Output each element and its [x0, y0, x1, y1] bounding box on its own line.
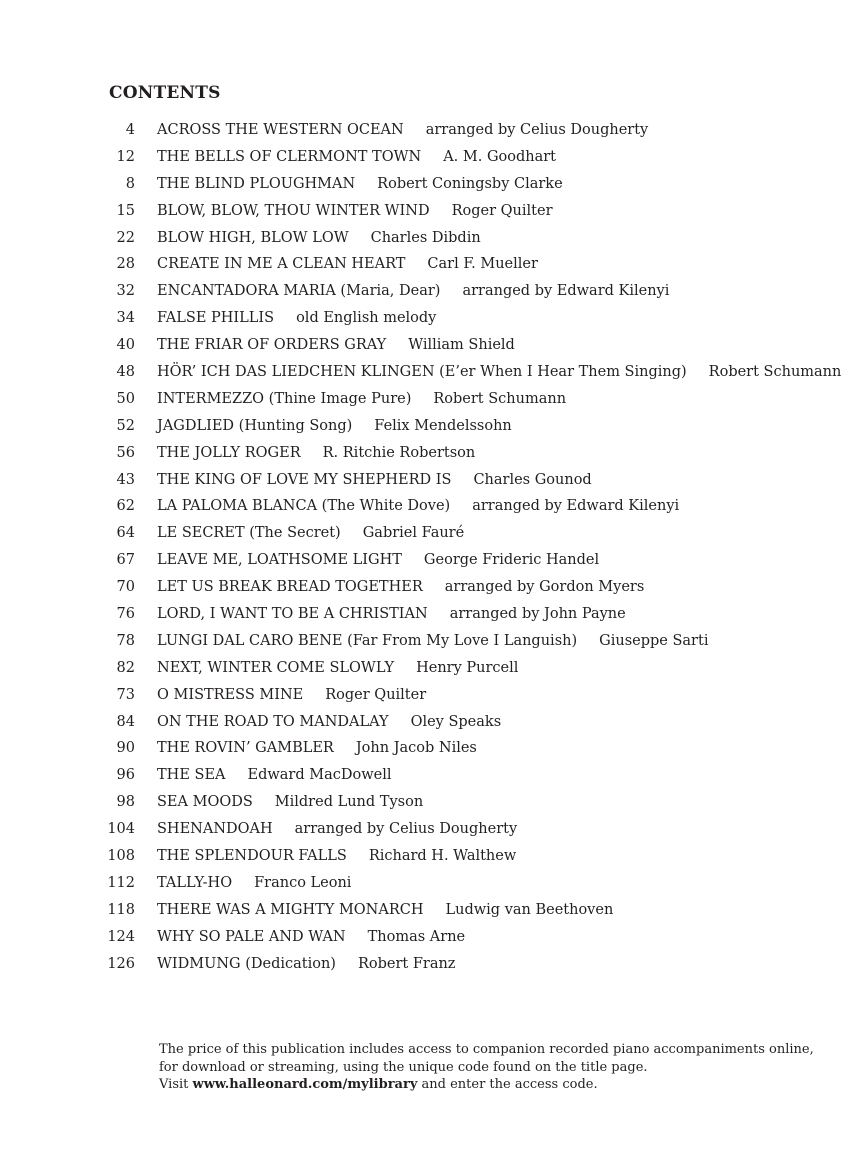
page-number: 43: [116, 471, 135, 488]
song-title: SEA MOODS: [157, 794, 253, 811]
toc-entry: [100, 709, 841, 736]
page-number: 124: [107, 928, 135, 945]
composer-name: Giuseppe Sarti: [599, 632, 709, 649]
toc-entry: [100, 225, 841, 252]
composer-name: Robert Franz: [357, 955, 456, 972]
contents-heading: CONTENTS: [109, 83, 221, 103]
song-title: ENCANTADORA MARIA (Maria, Dear): [157, 283, 441, 300]
page-number: 28: [116, 256, 135, 273]
page-number: 76: [116, 606, 135, 623]
song-title: JAGDLIED (Hunting Song): [157, 417, 353, 434]
toc-entry: [100, 601, 841, 628]
composer-name: Charles Dibdin: [370, 229, 481, 246]
song-title: THE KING OF LOVE MY SHEPHERD IS: [157, 471, 452, 488]
page-number: 8: [125, 175, 135, 192]
song-title: THE SEA: [157, 767, 226, 784]
song-title: THE SPLENDOUR FALLS: [157, 848, 347, 865]
toc-entry: [100, 682, 841, 709]
toc-entry: [100, 843, 841, 870]
page-number: 56: [116, 444, 135, 461]
composer-name: William Shield: [408, 337, 515, 354]
composer-name: old English melody: [296, 310, 437, 327]
toc-entry: [100, 655, 841, 682]
toc-entry: [100, 332, 841, 359]
page-number: 104: [107, 821, 135, 838]
page-number: 82: [116, 659, 135, 676]
toc-entry: [100, 574, 841, 601]
composer-name: Robert Schumann: [708, 364, 842, 381]
toc-entry: [100, 924, 841, 951]
song-title: LET US BREAK BREAD TOGETHER: [157, 579, 423, 596]
composer-name: Richard H. Walthew: [368, 848, 517, 865]
page-number: 70: [116, 579, 135, 596]
toc-entry: [100, 628, 841, 655]
toc-entry: [100, 144, 841, 171]
page-number: 96: [116, 767, 135, 784]
song-title: TALLY-HO: [157, 874, 233, 891]
toc-entry: [100, 278, 841, 305]
page-number: 34: [116, 310, 135, 327]
toc-entry: [100, 897, 841, 924]
composer-name: John Jacob Niles: [355, 740, 477, 757]
toc-entry: [100, 493, 841, 520]
song-title: FALSE PHILLIS: [157, 310, 275, 327]
composer-name: Carl F. Mueller: [427, 256, 538, 273]
page-number: 108: [107, 848, 135, 865]
song-title: BLOW HIGH, BLOW LOW: [157, 229, 349, 246]
page-number: 22: [116, 229, 135, 246]
page-number: 12: [116, 148, 135, 165]
toc-entry: [100, 440, 841, 467]
song-title: ACROSS THE WESTERN OCEAN: [157, 122, 404, 138]
toc-entry: [100, 171, 841, 198]
composer-name: George Frideric Handel: [423, 552, 600, 569]
toc-entry: [100, 413, 841, 440]
toc-entry: [100, 735, 841, 762]
song-title: LEAVE ME, LOATHSOME LIGHT: [157, 552, 402, 569]
composer-name: arranged by Celius Dougherty: [294, 821, 518, 838]
song-title: THE FRIAR OF ORDERS GRAY: [157, 337, 387, 354]
composer-name: Roger Quilter: [451, 202, 553, 219]
page-number: 50: [116, 390, 135, 407]
song-title: WIDMUNG (Dedication): [157, 955, 336, 972]
composer-name: Robert Coningsby Clarke: [377, 175, 563, 192]
footer-visit-text: Visit: [159, 1077, 193, 1092]
song-title: LE SECRET (The Secret): [157, 525, 341, 542]
toc-entry: [100, 198, 841, 225]
composer-name: Gabriel Fauré: [362, 525, 465, 542]
song-title: SHENANDOAH: [157, 821, 273, 838]
composer-name: arranged by John Payne: [449, 606, 626, 623]
composer-name: Henry Purcell: [416, 659, 519, 676]
toc-entry: [100, 386, 841, 413]
contents-list: [100, 117, 841, 978]
composer-name: Mildred Lund Tyson: [274, 794, 424, 811]
song-title: THE JOLLY ROGER: [157, 444, 301, 461]
toc-entry: [100, 117, 841, 144]
toc-entry: [100, 305, 841, 332]
toc-entry: [100, 467, 841, 494]
composer-name: A. M. Goodhart: [443, 148, 557, 165]
footer-access-text: and enter the access code.: [417, 1077, 598, 1092]
footer-line-2: for download or streaming, using the unique code found on the title page.: [159, 1059, 648, 1075]
page-number: 112: [107, 874, 135, 891]
toc-entry: [100, 951, 841, 978]
composer-name: arranged by Gordon Myers: [444, 579, 645, 596]
toc-entry: [100, 762, 841, 789]
footer-line-1: The price of this publication includes access to companion recorded piano accompaniments online,: [159, 1042, 814, 1057]
composer-name: arranged by Edward Kilenyi: [462, 283, 670, 300]
composer-name: Ludwig van Beethoven: [445, 901, 614, 918]
toc-entry: [100, 359, 841, 386]
page-number: 48: [116, 364, 135, 381]
song-title: HÖR’ ICH DAS LIEDCHEN KLINGEN (E’er When I Hear Them Singing): [157, 364, 687, 381]
page-number: 40: [116, 337, 135, 354]
page-number: 52: [116, 417, 135, 434]
composer-name: Roger Quilter: [325, 686, 427, 703]
composer-name: Edward MacDowell: [247, 767, 392, 784]
page-number: 98: [116, 794, 135, 811]
song-title: O MISTRESS MINE: [157, 686, 304, 703]
song-title: ON THE ROAD TO MANDALAY: [157, 713, 389, 730]
page-number: 90: [116, 740, 135, 757]
song-title: NEXT, WINTER COME SLOWLY: [157, 659, 395, 676]
page-number: 32: [116, 283, 135, 300]
composer-name: Charles Gounod: [473, 471, 592, 488]
footer-note: [159, 1041, 814, 1094]
composer-name: R. Ritchie Robertson: [322, 444, 476, 461]
toc-entry: [100, 547, 841, 574]
song-title: THERE WAS A MIGHTY MONARCH: [157, 901, 424, 918]
page-number: 67: [116, 552, 135, 569]
page-number: 64: [116, 525, 135, 542]
composer-name: Robert Schumann: [433, 390, 567, 407]
page-number: 126: [107, 955, 135, 972]
song-title: LUNGI DAL CARO BENE (Far From My Love I Languish): [157, 632, 578, 649]
song-title: BLOW, BLOW, THOU WINTER WIND: [157, 202, 430, 219]
song-title: WHY SO PALE AND WAN: [157, 928, 346, 945]
page-number: 118: [107, 901, 135, 918]
toc-entry: [100, 816, 841, 843]
song-title: THE ROVIN’ GAMBLER: [157, 740, 334, 757]
composer-name: Oley Speaks: [410, 713, 502, 730]
song-title: INTERMEZZO (Thine Image Pure): [157, 390, 412, 407]
composer-name: arranged by Edward Kilenyi: [472, 498, 680, 515]
page-number: 84: [116, 713, 135, 730]
toc-entry: [100, 870, 841, 897]
toc-entry: [100, 789, 841, 816]
library-url-link[interactable]: www.halleonard.com/mylibrary: [192, 1077, 418, 1092]
footer-line-3: [159, 1076, 814, 1094]
song-title: THE BLIND PLOUGHMAN: [157, 175, 356, 192]
composer-name: Felix Mendelssohn: [374, 417, 512, 434]
page-number: 15: [116, 202, 135, 219]
page-number: 62: [116, 498, 135, 515]
song-title: THE BELLS OF CLERMONT TOWN: [157, 148, 422, 165]
page-number: 78: [116, 632, 135, 649]
page-number: 4: [125, 122, 135, 138]
song-title: LA PALOMA BLANCA (The White Dove): [157, 498, 451, 515]
composer-name: Thomas Arne: [367, 928, 466, 945]
toc-entry: [100, 251, 841, 278]
composer-name: Franco Leoni: [254, 874, 352, 891]
song-title: LORD, I WANT TO BE A CHRISTIAN: [157, 606, 428, 623]
song-title: CREATE IN ME A CLEAN HEART: [157, 256, 406, 273]
page-number: 73: [116, 686, 135, 703]
composer-name: arranged by Celius Dougherty: [425, 122, 649, 138]
toc-entry: [100, 520, 841, 547]
